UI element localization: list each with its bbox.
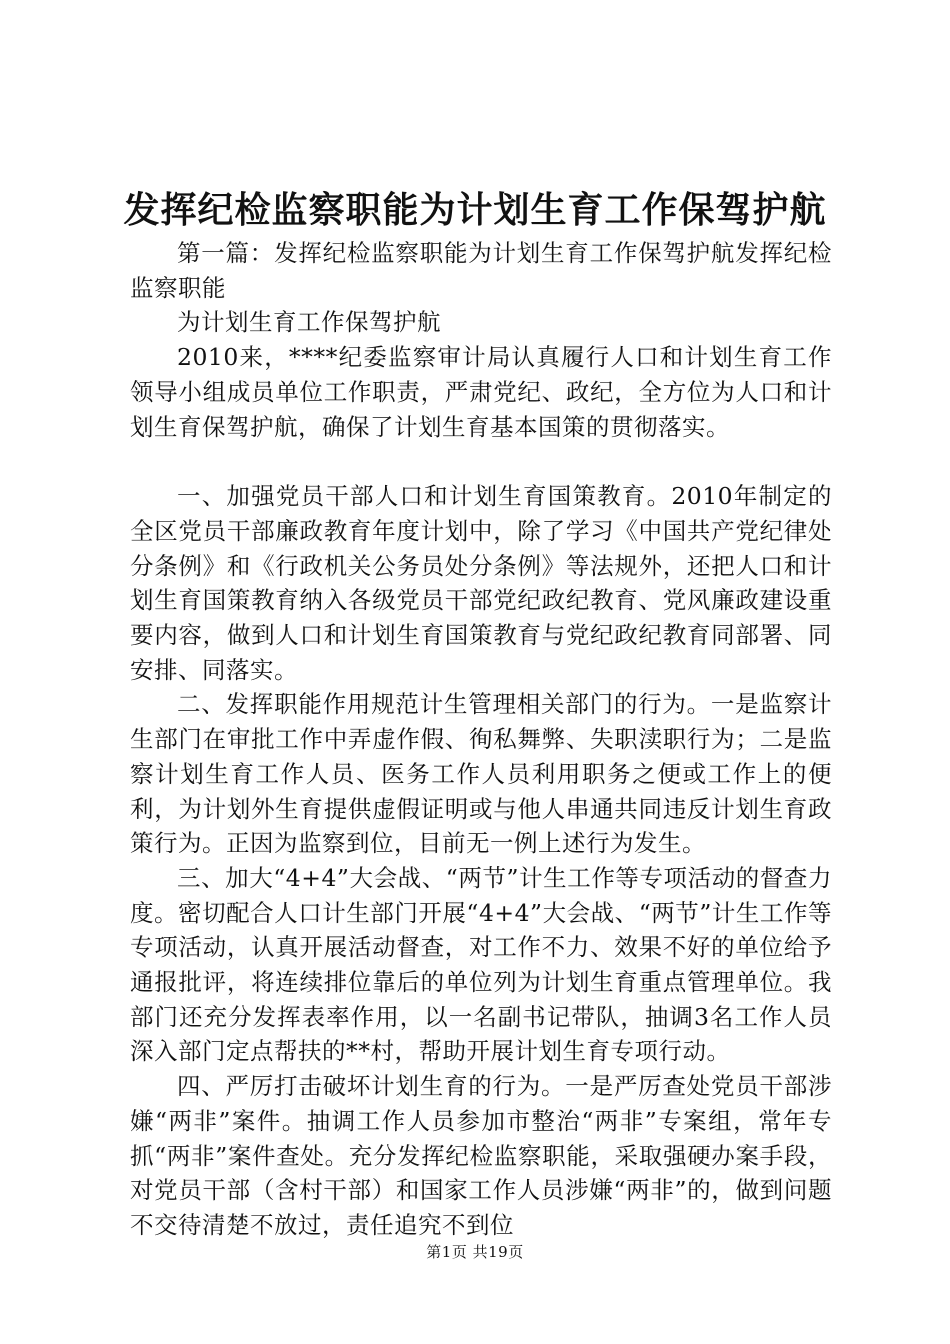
paragraph-section-4: 四、严厉打击破坏计划生育的行为。一是严厉查处党员干部涉嫌“两非”案件。抽调工作人员参加市整治“两非”专案组，常年专抓“两非”案件查处。充分发挥纪检监察职能，采取强硬办案手段，对党员干部（含村干部）和国家工作人员涉嫌“两非”的，做到问题不交待清楚不放过，责任追究不到位 <box>130 1072 832 1239</box>
document-title: 发挥纪检监察职能为计划生育工作保驾护航 <box>123 189 827 231</box>
paragraph-section-3: 三、加大“4+4”大会战、“两节”计生工作等专项活动的督查力度。密切配合人口计生部门开展“4+4”大会战、“两节”计生工作等专项活动，认真开展活动督查，对工作不力、效果不好的单位给予通报批评，将连续排位靠后的单位列为计划生育重点管理单位。我部门还充分发挥表率作用，以一名副书记带队，抽调3名工作人员深入部门定点帮扶的**村，帮助开展计划生育专项行动。 <box>130 863 832 1066</box>
paragraph-heading-line: 第一篇：发挥纪检监察职能为计划生育工作保驾护航发挥纪检监察职能 <box>130 239 832 302</box>
paragraph-section-1: 一、加强党员干部人口和计划生育国策教育。2010年制定的全区党员干部廉政教育年度计划中，除了学习《中国共产党纪律处分条例》和《行政机关公务员处分条例》等法规外，还把人口和计划生育国策教育纳入各级党员干部党纪政纪教育、党风廉政建设重要内容，做到人口和计划生育国策教育与党纪政纪教育同部署、同安排、同落实。 <box>130 482 832 684</box>
paragraph-subtitle-line: 为计划生育工作保驾护航 <box>177 308 441 337</box>
page-number-footer: 第1页 共19页 <box>426 1243 524 1261</box>
paragraph-intro: 2010来，****纪委监察审计局认真履行人口和计划生育工作领导小组成员单位工作职责，严肃党纪、政纪，全方位为人口和计划生育保驾护航，确保了计划生育基本国策的贯彻落实。 <box>130 343 832 441</box>
document-body <box>130 236 832 1243</box>
paragraph-section-2: 二、发挥职能作用规范计生管理相关部门的行为。一是监察计生部门在审批工作中弄虚作假、徇私舞弊、失职渎职行为；二是监察计划生育工作人员、医务工作人员利用职务之便或工作上的便利，为计划外生育提供虚假证明或与他人串通共同违反计划生育政策行为。正因为监察到位，目前无一例上述行为发生。 <box>130 690 832 858</box>
